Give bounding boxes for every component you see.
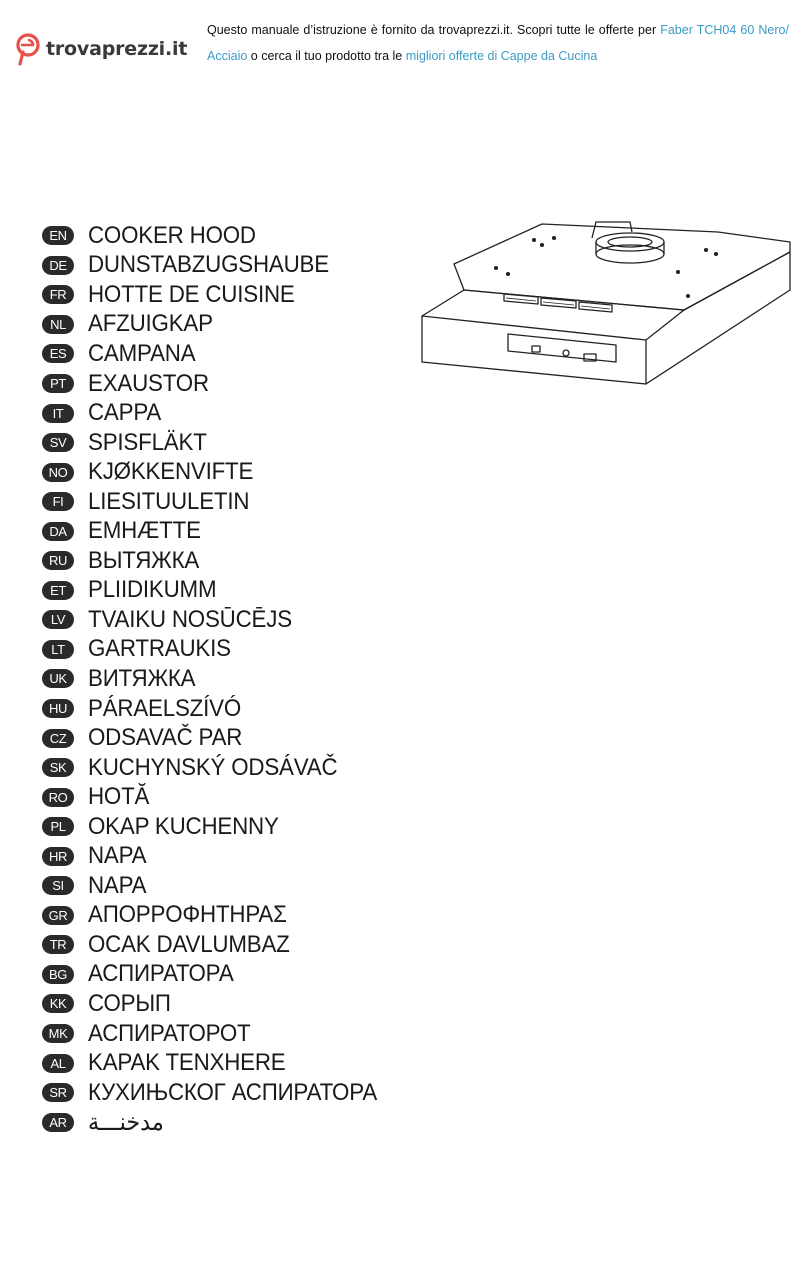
language-code-badge: DA xyxy=(42,522,74,541)
language-title: PLIIDIKUMM xyxy=(88,576,217,604)
language-title: KJØKKENVIFTE xyxy=(88,458,254,486)
language-row-it xyxy=(42,398,399,428)
language-code-badge: ET xyxy=(42,581,74,600)
language-row-lv xyxy=(42,605,399,635)
product-offers-link[interactable]: Faber TCH04 60 Nero/ Acciaio xyxy=(207,23,789,63)
language-code-badge: PL xyxy=(42,817,74,836)
language-row-en xyxy=(42,221,399,251)
language-title: ВИТЯЖКА xyxy=(88,664,196,692)
language-title: ODSAVAČ PAR xyxy=(88,724,243,752)
language-title: ВЫТЯЖКА xyxy=(88,546,200,574)
language-title: OKAP KUCHENNY xyxy=(88,812,279,840)
language-code-badge: SK xyxy=(42,758,74,777)
language-code-badge: KK xyxy=(42,994,74,1013)
language-code-badge: EN xyxy=(42,226,74,245)
notice-text xyxy=(207,17,789,69)
language-code-badge: LT xyxy=(42,640,74,659)
language-row-no xyxy=(42,457,399,487)
language-code-badge: GR xyxy=(42,906,74,925)
language-title: OCAK DAVLUMBAZ xyxy=(88,930,290,958)
language-code-badge: TR xyxy=(42,935,74,954)
language-row-pl xyxy=(42,812,399,842)
notice-part1: Questo manuale d’istruzione è fornito da trovaprezzi.it. Scopri tutte le offerte per xyxy=(207,23,657,37)
language-row-es xyxy=(42,339,399,369)
language-title: TVAIKU NOSŪCĒJS xyxy=(88,605,292,633)
language-row-bg xyxy=(42,960,399,990)
language-code-badge: UK xyxy=(42,669,74,688)
language-title: EXAUSTOR xyxy=(88,369,209,397)
language-row-al xyxy=(42,1048,399,1078)
language-row-ru xyxy=(42,546,399,576)
language-code-badge: SR xyxy=(42,1083,74,1102)
language-code-badge: HU xyxy=(42,699,74,718)
language-title: ΑΠΟΡΡΟΦΗΤΗΡΑΣ xyxy=(88,901,287,929)
language-row-sv xyxy=(42,428,399,458)
language-title: HOTTE DE CUISINE xyxy=(88,280,295,308)
language-title: CAMPANA xyxy=(88,339,196,367)
language-row-da xyxy=(42,516,399,546)
language-title: COOKER HOOD xyxy=(88,221,256,249)
cooker-hood-illustration xyxy=(416,212,792,388)
language-title: PÁRAELSZÍVÓ xyxy=(88,694,242,722)
trovaprezzi-logo[interactable] xyxy=(16,32,187,66)
language-title: AFZUIGKAP xyxy=(88,310,213,338)
language-title: KAPAK TENXHERE xyxy=(88,1049,286,1077)
language-code-badge: ES xyxy=(42,344,74,363)
language-title: АСПИРАТОРА xyxy=(88,960,234,988)
language-row-fr xyxy=(42,280,399,310)
language-title: NAPA xyxy=(88,842,147,870)
language-code-badge: RO xyxy=(42,788,74,807)
language-row-sk xyxy=(42,753,399,783)
language-code-badge: SI xyxy=(42,876,74,895)
language-code-badge: CZ xyxy=(42,729,74,748)
language-title: SPISFLÄKT xyxy=(88,428,207,456)
language-title: DUNSTABZUGSHAUBE xyxy=(88,251,329,279)
language-row-gr xyxy=(42,901,399,931)
language-code-badge: LV xyxy=(42,610,74,629)
language-code-badge: NL xyxy=(42,315,74,334)
language-code-badge: IT xyxy=(42,404,74,423)
language-title: СОРЫП xyxy=(88,989,171,1017)
category-offers-link[interactable]: migliori offerte di Cappe da Cucina xyxy=(405,49,598,63)
language-title: EMHÆTTE xyxy=(88,517,201,545)
language-code-badge: AR xyxy=(42,1113,74,1132)
language-code-badge: NO xyxy=(42,463,74,482)
language-code-badge: BG xyxy=(42,965,74,984)
language-title-list xyxy=(42,221,399,1137)
language-title: NAPA xyxy=(88,871,147,899)
language-code-badge: PT xyxy=(42,374,74,393)
language-row-ar xyxy=(42,1107,399,1137)
language-row-ro xyxy=(42,782,399,812)
language-code-badge: SV xyxy=(42,433,74,452)
language-row-de xyxy=(42,251,399,281)
language-title: АСПИРАТОРОТ xyxy=(88,1019,251,1047)
logo-pin-icon xyxy=(16,32,42,66)
language-row-pt xyxy=(42,369,399,399)
language-code-badge: HR xyxy=(42,847,74,866)
language-title: مدخنـــة xyxy=(88,1108,164,1136)
notice-part2: o cerca il tuo prodotto tra le xyxy=(250,49,403,63)
language-row-mk xyxy=(42,1019,399,1049)
language-row-hr xyxy=(42,841,399,871)
language-code-badge: DE xyxy=(42,256,74,275)
language-row-cz xyxy=(42,723,399,753)
language-row-sr xyxy=(42,1078,399,1108)
language-row-nl xyxy=(42,310,399,340)
language-row-fi xyxy=(42,487,399,517)
language-code-badge: MK xyxy=(42,1024,74,1043)
language-row-et xyxy=(42,576,399,606)
language-title: GARTRAUKIS xyxy=(88,635,231,663)
language-row-uk xyxy=(42,664,399,694)
logo-text: trovaprezzi.it xyxy=(46,38,188,60)
language-title: CAPPA xyxy=(88,399,162,427)
language-title: HOTĂ xyxy=(88,783,150,811)
language-row-kk xyxy=(42,989,399,1019)
language-code-badge: FR xyxy=(42,285,74,304)
language-title: KUCHYNSKÝ ODSÁVAČ xyxy=(88,753,338,781)
header xyxy=(0,0,808,80)
language-code-badge: RU xyxy=(42,551,74,570)
language-row-lt xyxy=(42,635,399,665)
language-title: LIESITUULETIN xyxy=(88,487,250,515)
language-code-badge: FI xyxy=(42,492,74,511)
language-row-si xyxy=(42,871,399,901)
language-row-tr xyxy=(42,930,399,960)
language-row-hu xyxy=(42,694,399,724)
language-title: КУХИЊСКОГ АСПИРАТОРА xyxy=(88,1078,378,1106)
language-code-badge: AL xyxy=(42,1054,74,1073)
